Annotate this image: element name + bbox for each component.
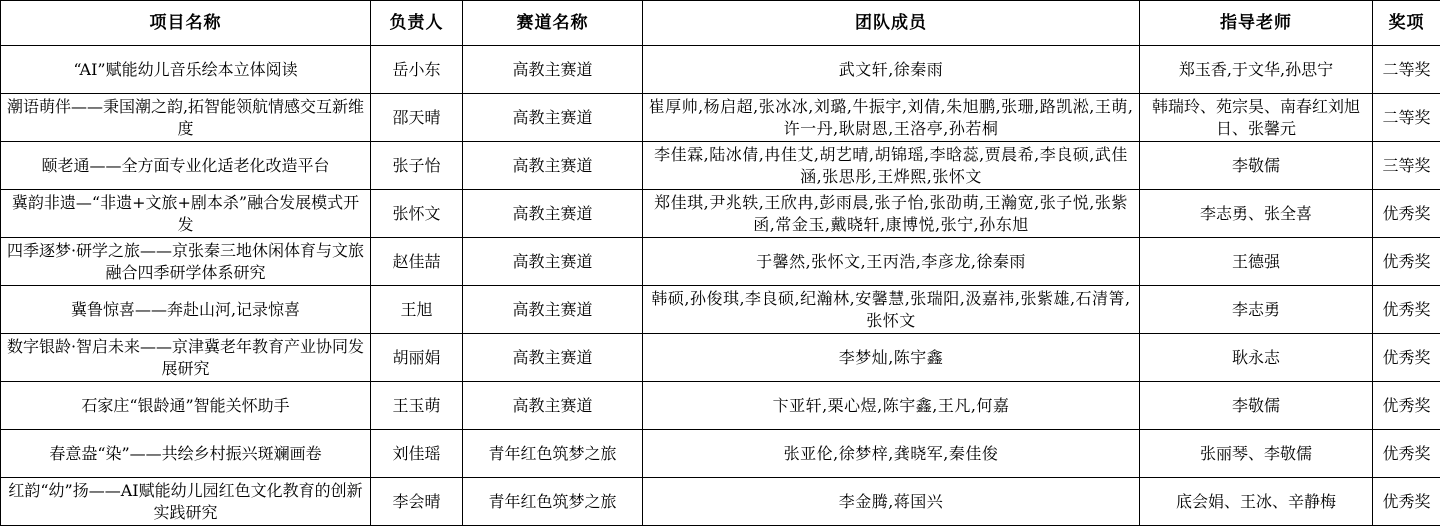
cell-leader: 王旭 <box>371 286 463 334</box>
cell-award: 三等奖 <box>1373 142 1440 190</box>
cell-award: 二等奖 <box>1373 46 1440 94</box>
table-row <box>1 430 1440 478</box>
cell-award: 二等奖 <box>1373 94 1440 142</box>
cell-project-name: 红韵“幼”扬——AI赋能幼儿园红色文化教育的创新实践研究 <box>1 478 371 526</box>
cell-leader: 邵天晴 <box>371 94 463 142</box>
cell-award: 优秀奖 <box>1373 238 1440 286</box>
header-members: 团队成员 <box>643 1 1140 46</box>
cell-leader: 胡丽娟 <box>371 334 463 382</box>
cell-track: 高教主赛道 <box>463 190 643 238</box>
table-row <box>1 286 1440 334</box>
cell-members: 张亚伦,徐梦梓,龚晓军,秦佳俊 <box>643 430 1140 478</box>
cell-members: 卞亚轩,栗心煜,陈宇鑫,王凡,何嘉 <box>643 382 1140 430</box>
cell-advisor: 郑玉香,于文华,孙思宁 <box>1140 46 1373 94</box>
cell-track: 青年红色筑梦之旅 <box>463 430 643 478</box>
cell-project-name: 数字银龄·智启未来——京津冀老年教育产业协同发展研究 <box>1 334 371 382</box>
table-row <box>1 46 1440 94</box>
header-award: 奖项 <box>1373 1 1440 46</box>
header-project-name: 项目名称 <box>1 1 371 46</box>
cell-project-name: 潮语萌伴——秉国潮之韵,拓智能领航情感交互新维度 <box>1 94 371 142</box>
cell-leader: 王玉萌 <box>371 382 463 430</box>
cell-members: 李梦灿,陈宇鑫 <box>643 334 1140 382</box>
table-row <box>1 94 1440 142</box>
header-leader: 负责人 <box>371 1 463 46</box>
cell-track: 青年红色筑梦之旅 <box>463 478 643 526</box>
cell-advisor: 李敬儒 <box>1140 382 1373 430</box>
cell-project-name: 冀鲁惊喜——奔赴山河,记录惊喜 <box>1 286 371 334</box>
cell-advisor: 耿永志 <box>1140 334 1373 382</box>
table-row <box>1 382 1440 430</box>
cell-members: 于馨然,张怀文,王丙浩,李彦龙,徐秦雨 <box>643 238 1140 286</box>
cell-leader: 李会晴 <box>371 478 463 526</box>
header-track: 赛道名称 <box>463 1 643 46</box>
cell-leader: 张怀文 <box>371 190 463 238</box>
cell-project-name: 颐老通——全方面专业化适老化改造平台 <box>1 142 371 190</box>
cell-members: 郑佳琪,尹兆轶,王欣冉,彭雨晨,张子怡,张劭萌,王瀚宽,张子悦,张紫函,常金玉,戴晓轩,康博悦,张宁,孙东旭 <box>643 190 1140 238</box>
cell-track: 高教主赛道 <box>463 334 643 382</box>
cell-members: 崔厚帅,杨启超,张冰冰,刘璐,牛振宇,刘倩,朱旭鹏,张珊,路凯淞,王萌,许一丹,耿尉恩,王洛亭,孙若桐 <box>643 94 1140 142</box>
header-row <box>1 1 1440 46</box>
cell-advisor: 李志勇、张全喜 <box>1140 190 1373 238</box>
cell-track: 高教主赛道 <box>463 286 643 334</box>
cell-project-name: 石家庄“银龄通”智能关怀助手 <box>1 382 371 430</box>
cell-members: 韩硕,孙俊琪,李良硕,纪瀚林,安馨慧,张瑞阳,汲嘉祎,张紫雄,石清箐,张怀文 <box>643 286 1140 334</box>
cell-project-name: 四季逐梦·研学之旅——京张秦三地休闲体育与文旅融合四季研学体系研究 <box>1 238 371 286</box>
header-advisor: 指导老师 <box>1140 1 1373 46</box>
cell-advisor: 李志勇 <box>1140 286 1373 334</box>
cell-leader: 赵佳喆 <box>371 238 463 286</box>
cell-track: 高教主赛道 <box>463 238 643 286</box>
cell-advisor: 李敬儒 <box>1140 142 1373 190</box>
table-row <box>1 478 1440 526</box>
cell-members: 李佳霖,陆冰倩,冉佳艾,胡艺晴,胡锦瑶,李晗蕊,贾晨希,李良硕,武佳涵,张思彤,王烨熙,张怀文 <box>643 142 1140 190</box>
cell-track: 高教主赛道 <box>463 142 643 190</box>
cell-leader: 张子怡 <box>371 142 463 190</box>
cell-project-name: 春意盎“染”——共绘乡村振兴斑斓画卷 <box>1 430 371 478</box>
cell-advisor: 韩瑞玲、苑宗昊、南春红刘旭日、张馨元 <box>1140 94 1373 142</box>
cell-members: 李金腾,蒋国兴 <box>643 478 1140 526</box>
cell-track: 高教主赛道 <box>463 46 643 94</box>
cell-award: 优秀奖 <box>1373 478 1440 526</box>
cell-advisor: 底会娟、王冰、辛静梅 <box>1140 478 1373 526</box>
cell-award: 优秀奖 <box>1373 334 1440 382</box>
cell-leader: 岳小东 <box>371 46 463 94</box>
table-row <box>1 190 1440 238</box>
cell-project-name: 冀韵非遗—“非遗+文旅+剧本杀”融合发展模式开发 <box>1 190 371 238</box>
cell-advisor: 王德强 <box>1140 238 1373 286</box>
cell-leader: 刘佳瑶 <box>371 430 463 478</box>
cell-award: 优秀奖 <box>1373 190 1440 238</box>
cell-members: 武文轩,徐秦雨 <box>643 46 1140 94</box>
cell-award: 优秀奖 <box>1373 382 1440 430</box>
cell-project-name: “AI”赋能幼儿音乐绘本立体阅读 <box>1 46 371 94</box>
table-row <box>1 334 1440 382</box>
table-row <box>1 238 1440 286</box>
cell-award: 优秀奖 <box>1373 430 1440 478</box>
cell-track: 高教主赛道 <box>463 382 643 430</box>
cell-track: 高教主赛道 <box>463 94 643 142</box>
cell-advisor: 张丽琴、李敬儒 <box>1140 430 1373 478</box>
table-row <box>1 142 1440 190</box>
cell-award: 优秀奖 <box>1373 286 1440 334</box>
